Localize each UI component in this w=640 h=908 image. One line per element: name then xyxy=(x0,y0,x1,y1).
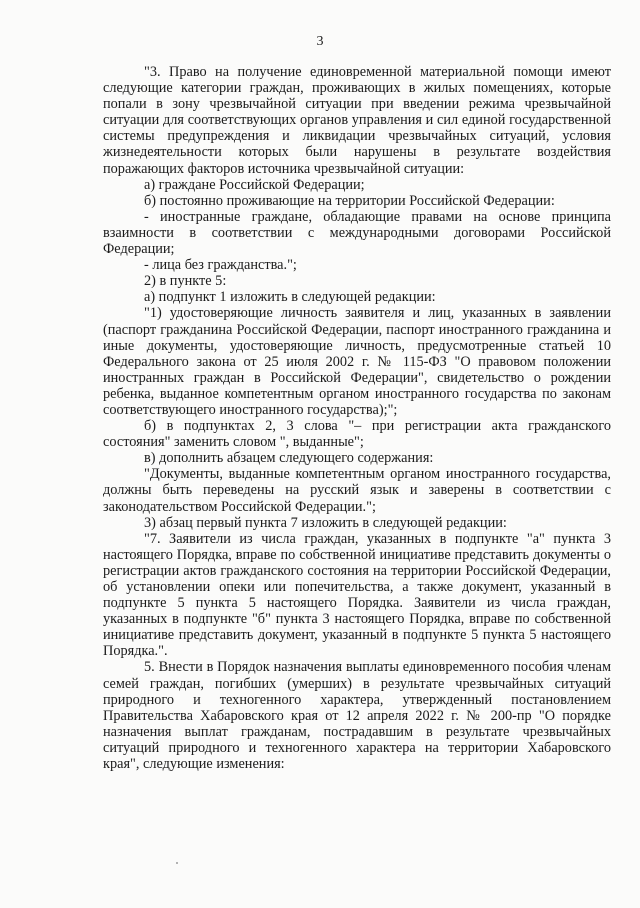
paragraph-foreign-citizens: - иностранные граждане, обладающие правами на основе принципа взаимности в соответствии с международными договорами Российской Федерации; xyxy=(103,208,611,258)
scan-speck xyxy=(176,862,178,864)
paragraph-subitem-1-text: "1) удостоверяющие личность заявителя и лиц, указанных в заявлении (паспорт гражданина Российской Федерации, паспорт иностранного гражданина и иные документы, удостоверяющие личность, предусмотренные статьей 10 Федерального закона от 25 июля 2002 г. № 115-ФЗ "О правовом положении иностранных граждан в Российской Федерации", свидетельство о рождении ребенка, выданное компетентным органом иностранного государства по законам соответствующего иностранного государства);"; xyxy=(103,305,611,418)
paragraph-subitem-1-instruction: а) подпункт 1 изложить в следующей редакции: xyxy=(144,289,436,306)
paragraph-add-abzac: в) дополнить абзацем следующего содержания: xyxy=(144,450,434,467)
paragraph-documents-translation: "Документы, выданные компетентным органом иностранного государства, должны быть переведены на русский язык и заверены в соответствии с законодательством Российской Федерации."; xyxy=(103,466,611,515)
paragraph-permanent-residents: б) постоянно проживающие на территории Российской Федерации: xyxy=(144,192,555,209)
paragraph-item-5-amendment: 5. Внести в Порядок назначения выплаты единовременного пособия членам семей граждан, погибших (умерших) в результате чрезвычайных ситуаций природного и техногенного характера, утвержденный постановлением Правительства Хабаровского края от 12 апреля 2022 г. № 200-пр "О порядке назначения выплат гражданам, пострадавшим в результате чрезвычайных ситуаций природного и техногенного характера на территории Хабаровского края", следующие изменения: xyxy=(103,659,611,773)
page-number: 3 xyxy=(316,34,324,49)
document-body xyxy=(103,64,611,772)
paragraph-item-7-text: "7. Заявители из числа граждан, указанных в подпункте "а" пункта 3 настоящего Порядка, вправе по собственной инициативе представить документы о регистрации актов гражданского состояния на территории Российской Федерации, об установлении опеки или попечительства, а также документ, указанный в подпункте 5 пункта 5 настоящего Порядка. Заявители из числа граждан, указанных в подпункте "б" пункта 3 настоящего Порядка, вправе по собственной инициативе представить документ, указанный в подпункте 5 пункта 5 настоящего Порядка.". xyxy=(103,530,611,660)
paragraph-item-7-instruction: 3) абзац первый пункта 7 изложить в следующей редакции: xyxy=(144,514,507,531)
paragraph-item-5-heading: 2) в пункте 5: xyxy=(144,273,227,290)
paragraph-item-3-intro: "3. Право на получение единовременной материальной помощи имеют следующие категории граждан, проживающих в жилых помещениях, которые попали в зону чрезвычайной ситуации при введении режима чрезвычайной ситуации для соответствующих органов управления и сил единой государственной системы предупреждения и ликвидации чрезвычайных ситуаций, условия жизнедеятельности которых были нарушены в результате воздействия поражающих факторов источника чрезвычайной ситуации: xyxy=(103,64,611,177)
paragraph-stateless: - лица без гражданства."; xyxy=(144,257,297,274)
paragraph-citizens-rf: а) граждане Российской Федерации; xyxy=(144,176,365,193)
paragraph-subitems-2-3: б) в подпунктах 2, 3 слова "– при регистрации акта гражданского состояния" заменить словом ", выданные"; xyxy=(103,418,611,451)
